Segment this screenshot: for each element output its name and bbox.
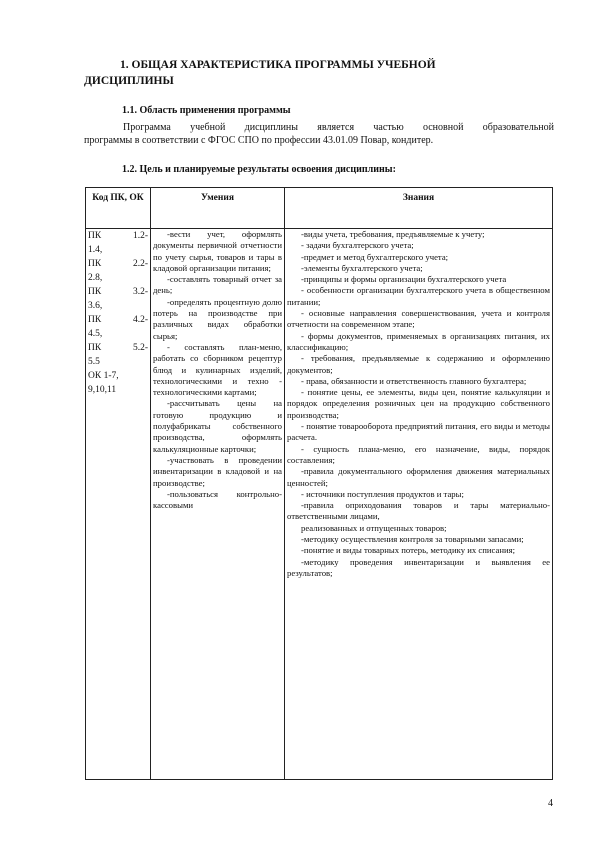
knowledge-item: - источники поступления продуктов и тары;	[301, 488, 464, 499]
knowledge-item: -правила оприходования товаров и тары материально-ответственными лицами,	[287, 500, 550, 522]
skill-item: -определять процентную долю потерь на производстве при различных видах обработки сырья;	[153, 296, 282, 341]
skill-item: -вести учет, оформлять документы первичной отчетности по учету сырья, товаров и тары в кладовой организации питания;	[153, 229, 282, 273]
subsection-2-title: 1.2. Цель и планируемые результаты освоения дисциплины:	[122, 164, 396, 175]
section-title-line-2: ДИСЦИПЛИНЫ	[84, 75, 174, 87]
knowledge-item: -принципы и формы организации бухгалтерского учета	[301, 274, 507, 285]
code-line: 5.5	[88, 357, 100, 367]
knowledge-item: - права, обязанности и ответственность главного бухгалтера;	[301, 375, 527, 386]
code-line: ПК 1.2-	[88, 231, 148, 241]
knowledge-item: - задачи бухгалтерского учета;	[301, 240, 414, 251]
knowledge-item: -методику проведения инвентаризации и выявления ее результатов;	[287, 556, 550, 578]
section-title-line-1: 1. ОБЩАЯ ХАРАКТЕРИСТИКА ПРОГРАММЫ УЧЕБНОЙ	[120, 59, 436, 71]
page-number: 4	[548, 798, 553, 809]
skill-item: - составлять план-меню, работать со сборником рецептур блюд и кулинарных изделий, технологическими и техно - технологическими картами;	[153, 341, 282, 398]
code-line: 9,10,11	[88, 385, 117, 395]
knowledge-item: -виды учета, требования, предъявляемые к учету;	[301, 229, 485, 239]
code-line: ПК 3.2-	[88, 287, 148, 297]
knowledge-item: -элементы бухгалтерского учета;	[301, 262, 423, 273]
subsection-1-text	[84, 121, 554, 147]
header-codes: Код ПК, ОК	[86, 188, 151, 229]
knowledge-item: - требования, предъявляемые к содержанию и оформлению документов;	[287, 353, 550, 375]
code-line: ПК 2.2-	[88, 259, 148, 269]
competencies-table	[85, 187, 553, 780]
header-skills: Умения	[151, 188, 285, 229]
knowledge-item: - сущность плана-меню, его назначение, виды, порядок составления;	[287, 443, 550, 465]
subsection-1-title: 1.1. Область применения программы	[122, 105, 291, 116]
knowledge-cell	[285, 229, 553, 780]
knowledge-item: - особенности организации бухгалтерского учета в общественном питании;	[287, 285, 550, 307]
code-line: 1.4,	[88, 245, 103, 255]
code-line: 3.6,	[88, 301, 103, 311]
header-knowledge: Знания	[285, 188, 553, 229]
code-line: ПК 4.2-	[88, 315, 148, 325]
knowledge-item: - понятие цены, ее элементы, виды цен, понятие калькуляции и порядок определения розничных цен на продукцию собственного производства;	[287, 387, 550, 420]
knowledge-item: -понятие и виды товарных потерь, методику их списания;	[301, 545, 516, 556]
code-line: ПК 5.2-	[88, 343, 148, 353]
section-title	[84, 57, 534, 89]
knowledge-item: - формы документов, применяемых в организациях питания, их классификацию;	[287, 330, 550, 352]
knowledge-item: реализованных и отпущенных товаров;	[301, 522, 447, 533]
subsection-1-text-line-2: программы в соответствии с ФГОС СПО по профессии 43.01.09 Повар, кондитер.	[84, 135, 434, 146]
code-line: 2.8,	[88, 273, 103, 283]
knowledge-item: -предмет и метод бухгалтерского учета;	[301, 251, 449, 262]
subsection-1-text-line-1: Программа учебной дисциплины является частью основной образовательной	[123, 122, 554, 133]
skill-item: -составлять товарный отчет за день;	[153, 274, 282, 296]
codes-cell	[86, 229, 151, 780]
table-row	[86, 229, 553, 780]
knowledge-item: - понятие товарооборота предприятий питания, его виды и методы расчета.	[287, 421, 550, 443]
code-line: 4.5,	[88, 329, 103, 339]
skills-cell	[151, 229, 285, 780]
code-line: ОК 1-7,	[88, 371, 119, 381]
knowledge-item: -методику осуществления контроля за товарными запасами;	[301, 534, 524, 545]
skill-item: -рассчитывать цены на готовую продукцию и полуфабрикаты собственного производства, оформлять калькуляционные карточки;	[153, 398, 282, 454]
knowledge-item: - основные направления совершенствования, учета и контроля отчетности на современном этапе;	[287, 308, 550, 330]
skill-item: -пользоваться контрольно-кассовыми	[153, 488, 282, 511]
skill-item: -участвовать в проведении инвентаризации в кладовой и на производстве;	[153, 454, 282, 488]
knowledge-item: -правила документального оформления движения материальных ценностей;	[287, 466, 550, 488]
